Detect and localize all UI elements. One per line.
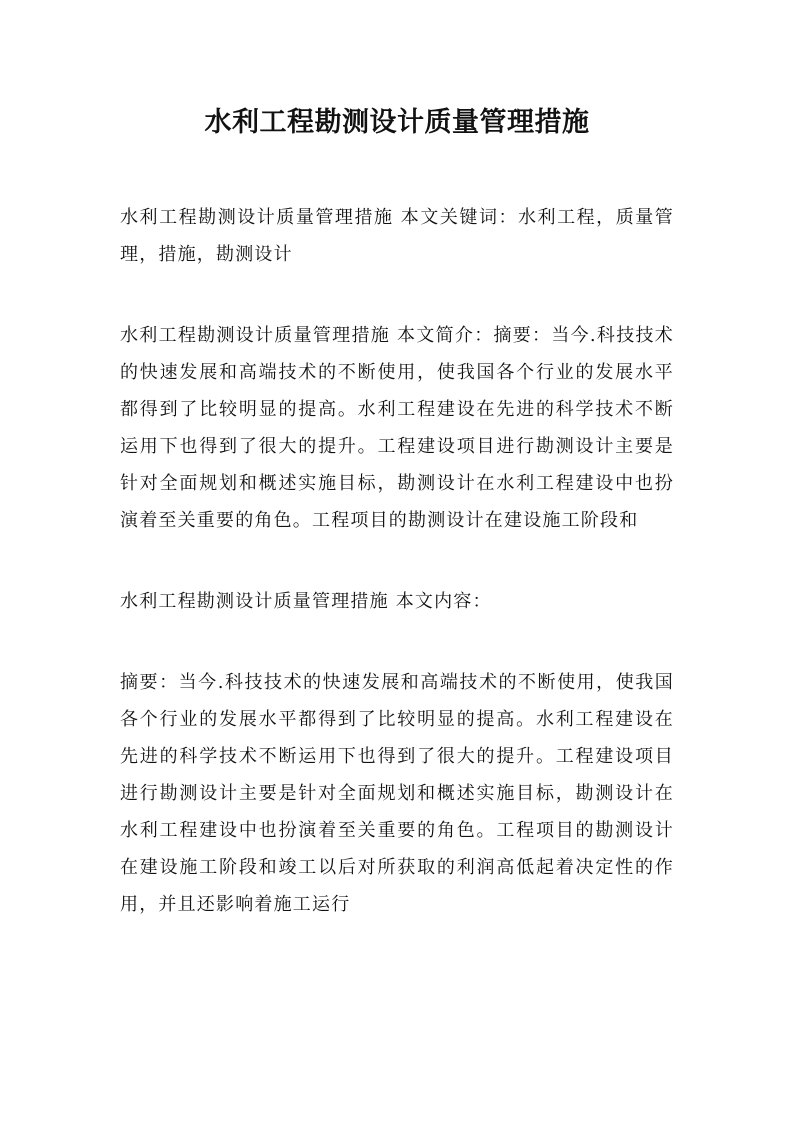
paragraph-spacer xyxy=(120,273,674,317)
document-body xyxy=(120,199,674,923)
content-heading-paragraph: 水利工程勘测设计质量管理措施 本文内容： xyxy=(120,591,492,612)
abstract-paragraph: 摘要：当今.科技技术的快速发展和高端技术的不断使用，使我国各个行业的发展水平都得到了比较明显的提高。水利工程建设在先进的科学技术不断运用下也得到了很大的提升。工程建设项目进行勘测设计主要是针对全面规划和概述实施目标，勘测设计在水利工程建设中也扮演着至关重要的角色。工程项目的勘测设计在建设施工阶段和竣工以后对所获取的利润高低起着决定性的作用，并且还影响着施工运行 xyxy=(120,672,674,915)
summary-paragraph: 水利工程勘测设计质量管理措施 本文简介：摘要：当今.科技技术的快速发展和高端技术的不断使用，使我国各个行业的发展水平都得到了比较明显的提高。水利工程建设在先进的科学技术不断运用下也得到了很大的提升。工程建设项目进行勘测设计主要是针对全面规划和概述实施目标，勘测设计在水利工程建设中也扮演着至关重要的角色。工程项目的勘测设计在建设施工阶段和 xyxy=(120,325,674,531)
paragraph-spacer xyxy=(120,620,674,664)
keywords-paragraph: 水利工程勘测设计质量管理措施 本文关键词：水利工程，质量管理，措施，勘测设计 xyxy=(120,207,674,265)
paragraph-spacer xyxy=(120,539,674,583)
document-title: 水利工程勘测设计质量管理措施 xyxy=(204,107,590,138)
